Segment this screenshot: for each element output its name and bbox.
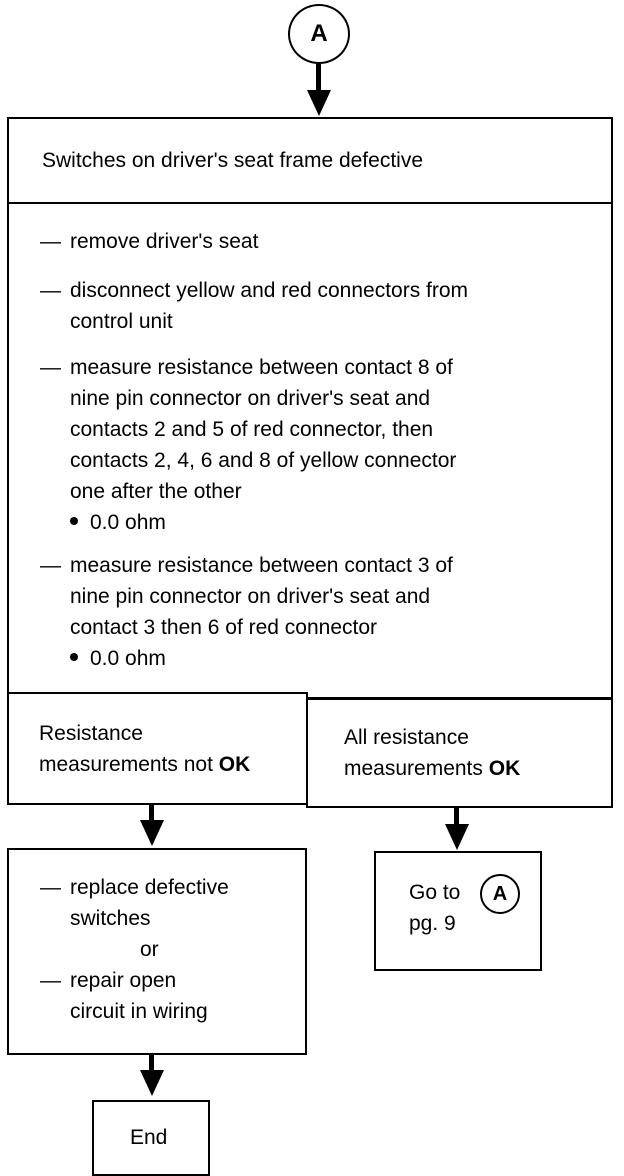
step-3-dash: — [40,356,61,379]
step-3-line-5: one after the other [70,480,242,503]
step-4 [40,550,453,674]
main-box-title: Switches on driver's seat frame defective [42,149,424,172]
result-ok-text [344,722,520,784]
result-not-ok-line-2: measurements not [39,753,219,776]
step-3-line-3: contacts 2 and 5 of red connector, then [70,418,434,441]
arrow-end-head [140,1070,164,1096]
step-1-line-1: remove driver's seat [70,230,259,253]
repair-action-text [40,872,229,1027]
step-1 [40,226,258,257]
step-3-line-2: nine pin connector on driver's seat and [70,387,431,410]
step-3-line-4: contacts 2, 4, 6 and 8 of yellow connector [70,449,457,472]
result-ok-line-1: All resistance [344,726,469,749]
repair-item-1-line-1: replace defective [70,876,229,899]
step-4-dash: — [40,554,61,577]
step-2-line-2: control unit [70,310,173,333]
result-ok-bold: OK [488,757,521,780]
arrow-right-head [445,824,469,850]
step-4-bullet-icon [70,653,78,661]
result-not-ok-bold: OK [218,753,251,776]
repair-item-2-line-1: repair open [70,969,177,992]
goto-connector-label: A [492,882,508,905]
result-not-ok-text [39,718,250,780]
arrow-top-head [307,90,331,116]
step-3-bullet-icon [70,517,78,525]
repair-item-2-line-2: circuit in wiring [70,1000,208,1023]
connector-a-top [288,4,350,64]
goto-box [374,851,542,971]
result-ok-line-2: measurements [344,757,489,780]
result-not-ok-line-1: Resistance [39,722,143,745]
repair-dash-1: — [40,876,61,899]
connector-a-label: A [310,20,328,47]
repair-dash-2: — [40,969,61,992]
end-label: End [130,1126,168,1149]
step-2-line-1: disconnect yellow and red connectors from [70,279,469,302]
arrow-left-head [140,820,164,846]
step-4-line-3: contact 3 then 6 of red connector [70,616,378,639]
step-2 [40,275,468,337]
step-3-bullet-value: 0.0 ohm [90,511,166,534]
step-2-dash: — [40,279,61,302]
goto-connector-a[interactable] [480,874,520,914]
repair-or: or [140,938,159,961]
step-3-line-1: measure resistance between contact 8 of [70,356,453,379]
repair-item-1-line-2: switches [70,907,151,930]
goto-line-1: Go to [409,881,461,904]
step-4-bullet-value: 0.0 ohm [90,647,166,670]
step-4-line-1: measure resistance between contact 3 of [70,554,453,577]
step-1-dash: — [40,230,61,253]
goto-line-2: pg. 9 [409,912,456,935]
step-3 [40,352,456,538]
main-box-title-divider [7,202,613,204]
step-4-line-2: nine pin connector on driver's seat and [70,585,431,608]
